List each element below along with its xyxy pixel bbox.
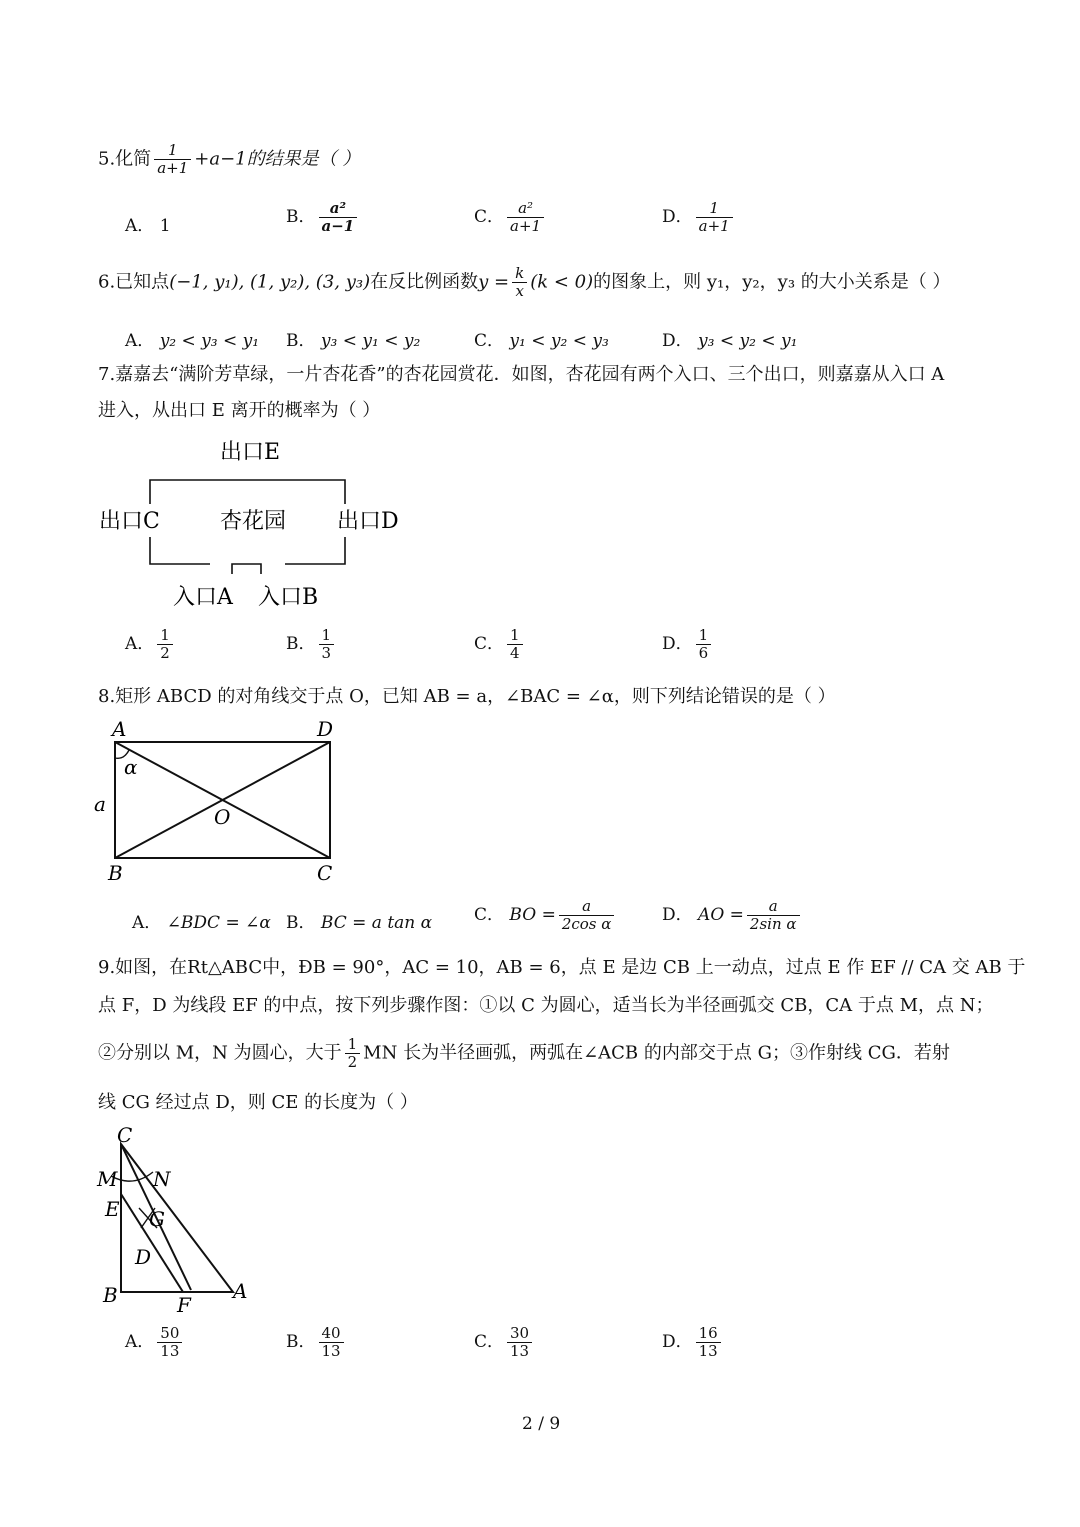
side-a-label: a [94, 792, 106, 816]
point-c-label: C [317, 861, 333, 885]
q6-option-d[interactable]: D． y₃ < y₂ < y₁ [662, 331, 798, 351]
point-n-label: N [153, 1167, 171, 1191]
label-garden: 杏花园 [220, 509, 287, 534]
q7-option-d[interactable]: D． $\frac{1}{6}$ [662, 627, 714, 662]
point-o-label: O [214, 805, 231, 829]
point-d-label: D [317, 717, 334, 741]
q7-option-b[interactable]: B． $\frac{1}{3}$ [286, 627, 337, 662]
q8-option-c[interactable]: C． BO = $\frac{a}{\text{2cos α}}$ [474, 898, 617, 933]
label-exit-e: 出口E [220, 440, 281, 465]
question-6: 6.已知点(−1, y₁), (1, y₂), (3, y₃)在反比例函数y = $\frac{k}{x}$ (k < 0)的图象上，则 y₁，y₂，y₃ 的大小关系是（ ） [98, 264, 951, 300]
q5-option-b[interactable]: B． $\frac{\text{a²}}{a-1}$ [286, 200, 360, 235]
q9-option-d[interactable]: D． $\frac{16}{13}$ [662, 1325, 724, 1360]
q5-tail: +a−1的结果是（ ） [194, 148, 361, 170]
label-exit-c: 出口C [99, 509, 160, 534]
point-e-label: E [105, 1197, 120, 1221]
question-9-line-2: 点 F，D 为线段 EF 的中点，按下列步骤作图：①以 C 为圆心，适当长为半径画弧交 CB，CA 于点 M，点 N； [98, 995, 994, 1016]
point-f-label: F [177, 1293, 191, 1317]
q7-option-c[interactable]: C． $\frac{1}{4}$ [474, 627, 526, 662]
q8-option-a[interactable]: A． ∠BDC = ∠α [132, 913, 271, 933]
point-g-label: G [149, 1207, 165, 1231]
triangle-diagram [95, 1122, 265, 1318]
q8-option-d[interactable]: D． AO = $\frac{a}{\text{2sin α}}$ [662, 898, 803, 933]
q7-option-a[interactable]: A． $\frac{1}{2}$ [125, 627, 176, 662]
q9-option-c[interactable]: C． $\frac{30}{13}$ [474, 1325, 535, 1360]
label-entry-a: 入口A [173, 585, 233, 610]
question-9-line-4: 线 CG 经过点 D，则 CE 的长度为（ ） [98, 1092, 418, 1113]
q6-option-b[interactable]: B． y₃ < y₁ < y₂ [286, 331, 421, 351]
point-b-label: B [103, 1283, 118, 1307]
q9-option-a[interactable]: A． $\frac{50}{13}$ [125, 1325, 185, 1360]
point-a-label: A [233, 1279, 248, 1303]
q5-prefix: 5.化简 [98, 148, 152, 170]
q5-fraction: $\frac{1}{a+1}$ [154, 142, 191, 177]
point-m-label: M [97, 1167, 118, 1191]
q8-option-b[interactable]: B． BC = a tan α [286, 913, 433, 933]
q5-option-d[interactable]: D． $\frac{1}{a+1}$ [662, 200, 736, 235]
rectangle-diagram [88, 714, 348, 886]
point-a-label: A [112, 717, 127, 741]
question-9-line-3: ②分别以 M，N 为圆心，大于 $\frac{1}{2}$ MN 长为半径画弧，两弧在∠ACB 的内部交于点 G；③作射线 CG．若射 [98, 1035, 950, 1071]
label-exit-d: 出口D [337, 509, 399, 534]
garden-diagram [95, 432, 425, 612]
question-7-line-2: 进入，从出口 E 离开的概率为（ ） [98, 400, 381, 421]
point-b-label: B [108, 861, 123, 885]
question-5 [98, 142, 360, 177]
page-number: 2 / 9 [522, 1414, 561, 1434]
label-entry-b: 入口B [258, 585, 319, 610]
q9-option-b[interactable]: B． $\frac{40}{13}$ [286, 1325, 347, 1360]
q5-option-c[interactable]: C． $\frac{\text{a²}}{a+1}$ [474, 200, 547, 235]
q6-option-a[interactable]: A． y₂ < y₃ < y₁ [125, 331, 260, 351]
question-8: 8.矩形 ABCD 的对角线交于点 O，已知 AB = a，∠BAC = ∠α，则下列结论错误的是（ ） [98, 686, 836, 707]
point-d-label: D [135, 1245, 152, 1269]
question-9-line-1: 9.如图，在Rt△ABC中，ÐB = 90°，AC = 10，AB = 6，点 E 是边 CB 上一动点，过点 E 作 EF // CA 交 AB 于 [98, 957, 1026, 978]
q6-option-c[interactable]: C． y₁ < y₂ < y₃ [474, 331, 609, 351]
angle-alpha-label: α [124, 755, 138, 779]
question-7-line-1: 7.嘉嘉去“满阶芳草绿，一片杏花香”的杏花园赏花．如图，杏花园有两个入口、三个出口，则嘉嘉从入口 A [98, 364, 945, 385]
q5-option-a[interactable]: A． 1 [125, 216, 171, 236]
point-c-label: C [117, 1123, 133, 1147]
